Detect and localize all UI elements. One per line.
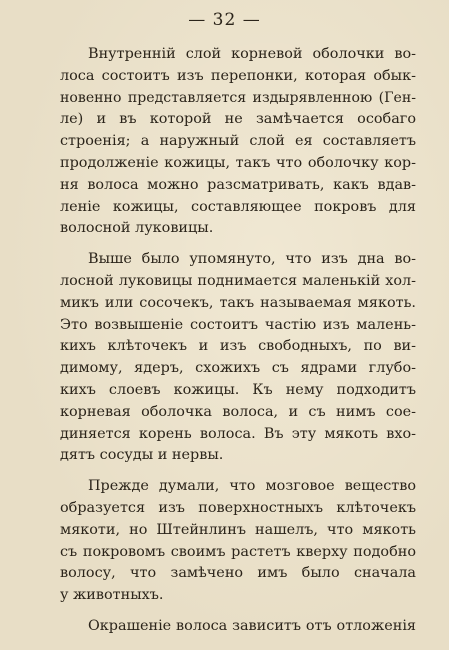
- text-line: кихъ клѣточекъ и изъ свободныхъ, по ви-: [60, 338, 416, 355]
- text-line: Выше было упомянуто, что изъ дна во-: [88, 251, 416, 268]
- text-line: образуется изъ поверхностныхъ клѣточекъ: [60, 499, 416, 516]
- text-line: продолженіе кожицы, такъ что оболочку кор-: [60, 154, 416, 171]
- text-line: микъ или сосочекъ, такъ называемая мякоть.: [60, 294, 416, 311]
- page-number: — 32 —: [188, 10, 261, 30]
- text-line: строенія; а наружный слой ея составляетъ: [60, 133, 416, 150]
- text-line: дятъ сосуды и нервы.: [60, 447, 224, 464]
- text-line: димому, ядеръ, схожихъ съ ядрами глубо-: [60, 360, 416, 377]
- text-line: волосной луковицы.: [60, 220, 214, 237]
- text-line: диняется корень волоса. Въ эту мякоть вхо-: [60, 425, 416, 442]
- text-line: у животныхъ.: [60, 587, 164, 604]
- text-line: Это возвышеніе состоитъ частію изъ малень-: [60, 316, 416, 333]
- text-line: Внутренній слой корневой оболочки во-: [88, 46, 416, 62]
- body-text: [60, 44, 416, 638]
- text-line: съ покровомъ своимъ растетъ кверху подобно: [60, 543, 416, 560]
- text-line: Прежде думали, что мозговое вещество: [88, 478, 416, 495]
- text-line: леніе кожицы, составляющее покровъ для: [60, 198, 416, 215]
- text-line: волосу, что замѣчено имъ было сначала: [60, 565, 416, 582]
- paragraph: [60, 44, 416, 240]
- text-line: кихъ слоевъ кожицы. Къ нему подходитъ: [60, 381, 416, 398]
- text-line: мякоти, но Штейнлинъ нашелъ, что мякоть: [60, 521, 416, 538]
- text-line: ле) и въ которой не замѣчается особаго: [60, 111, 416, 128]
- text-line: новенно представляется издырявленною (Ген-: [60, 89, 416, 106]
- text-line: корневая оболочка волоса, и съ нимъ сое-: [60, 403, 416, 420]
- text-line: лосной луковицы поднимается маленькій хол-: [60, 272, 416, 289]
- text-line: лоса состоитъ изъ перепонки, которая обык-: [60, 67, 416, 84]
- paragraph: [60, 249, 416, 467]
- text-line: Окрашеніе волоса зависитъ отъ отложенія: [88, 617, 416, 634]
- paragraph: [60, 616, 416, 638]
- paragraph: [60, 476, 416, 607]
- text-line: ня волоса можно разсматривать, какъ вдав-: [60, 176, 416, 193]
